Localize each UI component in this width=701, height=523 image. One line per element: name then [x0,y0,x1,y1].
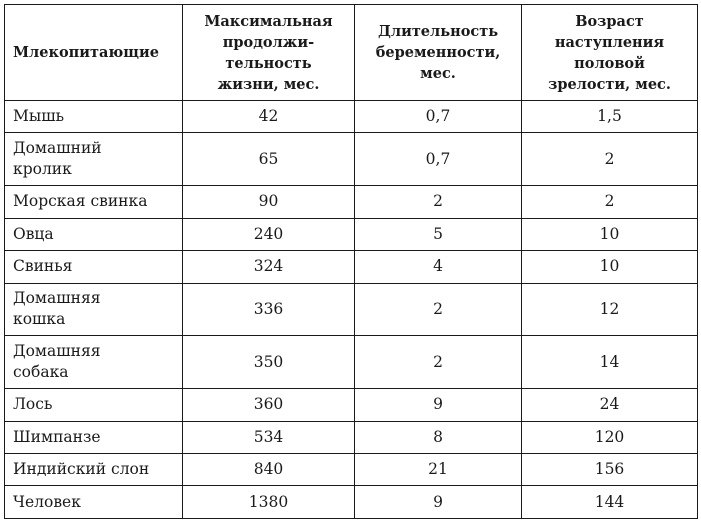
mammal-line: Домашний [13,139,102,158]
cell-mammal [5,421,183,453]
cell-maturity: 1,5 [522,101,698,133]
cell-mammal [5,486,183,519]
mammal-line: Человек [13,492,81,511]
header-line: зрелости, мес. [548,75,671,93]
cell-gestation: 0,7 [355,133,522,186]
cell-maturity: 2 [522,186,698,218]
table-row [5,389,698,421]
table-row [5,486,698,519]
cell-lifespan: 350 [183,336,355,389]
header-lifespan [183,5,355,101]
mammal-line: собака [13,363,69,382]
cell-mammal [5,283,183,336]
mammal-line: кошка [13,310,66,329]
cell-maturity: 10 [522,251,698,283]
mammal-line: Лось [13,395,53,414]
table-row [5,421,698,453]
cell-maturity: 156 [522,453,698,485]
table-row [5,133,698,186]
cell-mammal [5,218,183,250]
mammal-line: кролик [13,160,72,179]
header-maturity [522,5,698,101]
table-row [5,251,698,283]
mammals-table [4,4,698,519]
header-line: жизни, мес. [217,75,320,93]
cell-mammal [5,389,183,421]
cell-maturity: 120 [522,421,698,453]
cell-gestation: 2 [355,283,522,336]
mammal-line: Морская свинка [13,192,148,211]
header-line: продолжи- [222,33,315,51]
table-row [5,186,698,218]
cell-lifespan: 336 [183,283,355,336]
header-line: Возраст [575,12,644,30]
mammal-line: Домашняя [13,289,101,308]
cell-lifespan: 42 [183,101,355,133]
cell-mammal [5,186,183,218]
header-mammal [5,5,183,101]
cell-mammal [5,251,183,283]
mammal-line: Домашняя [13,342,101,361]
cell-maturity: 24 [522,389,698,421]
mammal-line: Шимпанзе [13,427,101,446]
cell-lifespan: 1380 [183,486,355,519]
cell-gestation: 5 [355,218,522,250]
table-row [5,336,698,389]
cell-mammal [5,133,183,186]
cell-gestation: 0,7 [355,101,522,133]
cell-maturity: 12 [522,283,698,336]
cell-maturity: 144 [522,486,698,519]
cell-mammal [5,453,183,485]
cell-gestation: 4 [355,251,522,283]
cell-gestation: 21 [355,453,522,485]
cell-maturity: 14 [522,336,698,389]
cell-lifespan: 324 [183,251,355,283]
cell-lifespan: 360 [183,389,355,421]
cell-gestation: 8 [355,421,522,453]
mammal-line: Индийский слон [13,460,150,479]
header-line: беременности, [375,44,501,61]
cell-mammal [5,336,183,389]
cell-lifespan: 240 [183,218,355,250]
header-row [5,5,698,101]
cell-gestation: 2 [355,186,522,218]
cell-maturity: 2 [522,133,698,186]
mammal-line: Свинья [13,257,73,276]
mammal-line: Мышь [13,107,65,126]
table-row [5,101,698,133]
cell-maturity: 10 [522,218,698,250]
cell-lifespan: 65 [183,133,355,186]
table-row [5,218,698,250]
cell-gestation: 2 [355,336,522,389]
mammal-line: Овца [13,224,54,243]
cell-gestation: 9 [355,486,522,519]
table-row [5,283,698,336]
header-line: наступления [554,33,665,51]
header-line: мес. [420,65,456,82]
header-line: Млекопитающие [13,44,159,61]
cell-mammal [5,101,183,133]
cell-lifespan: 840 [183,453,355,485]
header-line: половой [574,54,645,72]
cell-lifespan: 90 [183,186,355,218]
table-row [5,453,698,485]
header-line: Длительность [377,23,499,40]
header-line: тельность [225,54,312,72]
header-gestation [355,5,522,101]
cell-lifespan: 534 [183,421,355,453]
cell-gestation: 9 [355,389,522,421]
header-line: Максимальная [204,12,333,30]
